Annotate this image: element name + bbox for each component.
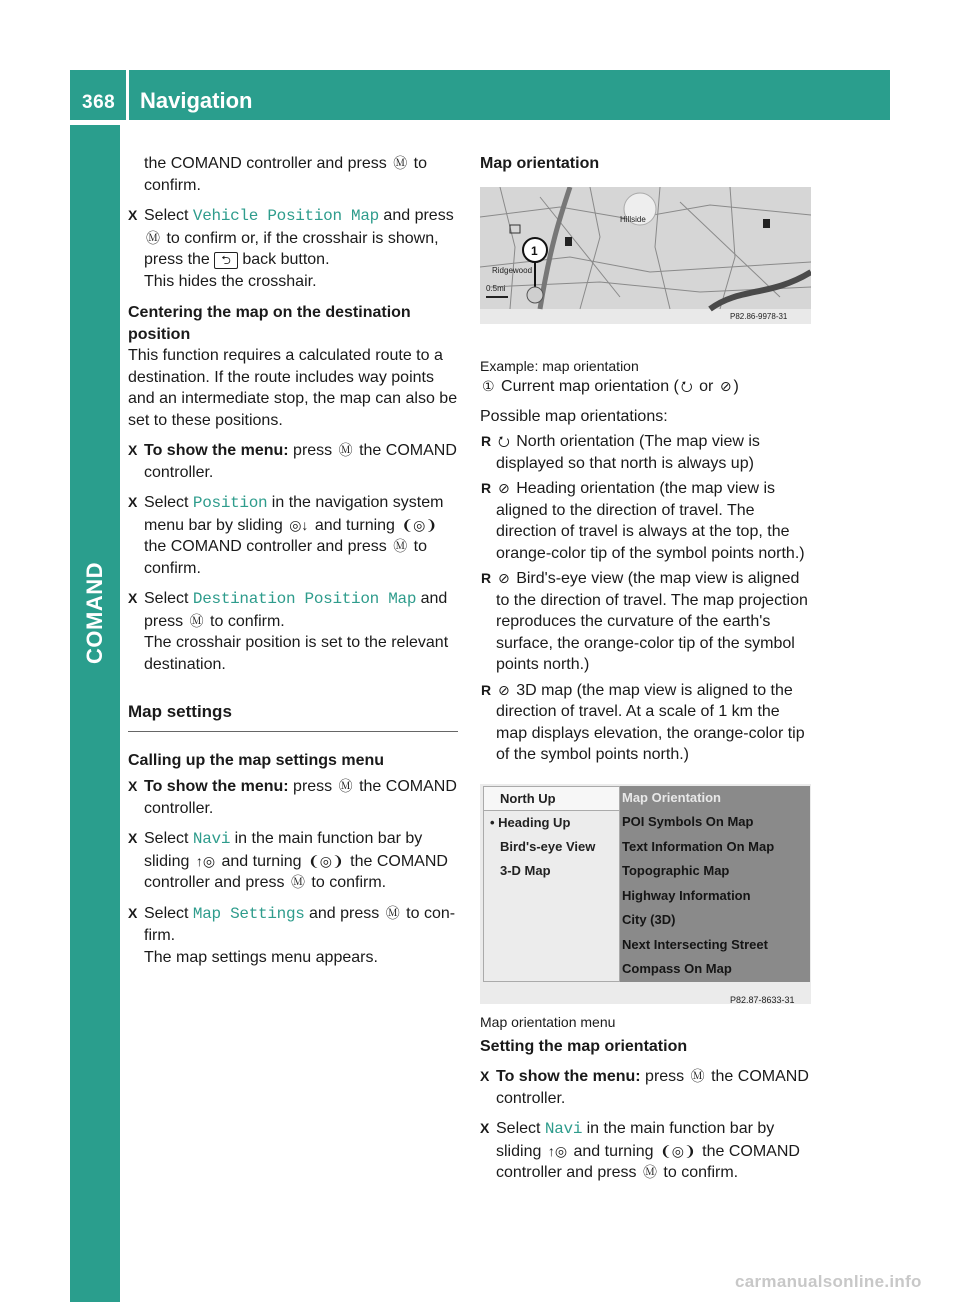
press-icon: Ⓜ bbox=[189, 612, 204, 629]
continued-step: the COMAND controller and press Ⓜ to confirm. bbox=[144, 155, 428, 194]
menu-code: P82.87-8633-31 bbox=[730, 994, 795, 1005]
heading-icon: ⊘ bbox=[498, 570, 510, 586]
menu-right-panel bbox=[620, 786, 810, 982]
step-select-map-settings: X Select Map Settings and press Ⓜ to con- firm. The map settings menu appears. bbox=[128, 904, 456, 966]
side-tab-label-wrap bbox=[69, 562, 121, 664]
menu-left-item[interactable]: • Heading Up bbox=[490, 814, 571, 830]
step-show-menu-3: X To show the menu: press Ⓜ the COMAND controller. bbox=[480, 1068, 809, 1107]
heading-icon: ⊘ bbox=[498, 681, 510, 698]
bullet-birds-eye: R ⊘ Bird's-eye view (the map view is aligned to the direction of travel. The map projection reproduces the curvature of the earth's surface, the orange-color tip of the symbol points north.) bbox=[481, 570, 808, 673]
slide-up-icon: ↑◎ bbox=[195, 852, 216, 869]
turn-icon: ❨◎❩ bbox=[308, 852, 344, 869]
menu-right-item[interactable]: Highway Information bbox=[622, 887, 751, 903]
heading-icon: ⊘ bbox=[719, 378, 732, 394]
map-image bbox=[480, 187, 811, 324]
menu-destination-position-map[interactable]: Destination Position Map bbox=[192, 590, 417, 608]
section-heading-map-settings: Map settings bbox=[128, 701, 458, 732]
step-select-position: X Select Position in the navigation system menu bar by sliding ◎↓ and turning ❨◎❩ the COMAND controller and press Ⓜ to confirm. bbox=[128, 494, 444, 577]
bullet-north: R ⭮ North orientation (The map view is displayed so that north is always up) bbox=[481, 433, 760, 472]
step-select-destination-position-map: X Select Destination Position Map and press Ⓜ to confirm. The crosshair position is set to the relevant destination. bbox=[128, 590, 449, 673]
map-figure bbox=[480, 187, 810, 331]
slide-down-icon: ◎↓ bbox=[289, 516, 309, 533]
menu-right-item[interactable]: Text Information On Map bbox=[622, 838, 775, 854]
turn-icon: ❨◎❩ bbox=[401, 516, 438, 533]
marker-one-icon: ① bbox=[482, 378, 495, 394]
section-heading-map-orientation: Map orientation bbox=[480, 155, 600, 172]
menu-left-item[interactable]: Bird's-eye View bbox=[500, 838, 596, 854]
press-icon: Ⓜ bbox=[393, 538, 408, 554]
footer-watermark: carmanualsonline.info bbox=[735, 1272, 922, 1291]
slide-up-icon: ↑◎ bbox=[547, 1142, 568, 1159]
turn-icon: ❨◎❩ bbox=[660, 1142, 696, 1159]
menu-right-item[interactable]: Map Orientation bbox=[622, 789, 721, 805]
map-code: P82.86-9978-31 bbox=[730, 311, 788, 321]
heading-icon: ⊘ bbox=[498, 480, 510, 496]
step-select-navi-1: X Select Navi in the main function bar by sliding ↑◎ and turning ❨◎❩ the COMAND controller and press Ⓜ to confirm. bbox=[128, 828, 458, 894]
menu-left-panel bbox=[483, 786, 620, 982]
side-tab bbox=[70, 125, 120, 1302]
section-heading-centering: Centering the map on the destination position bbox=[128, 304, 411, 343]
menu-right-item[interactable]: POI Symbols On Map bbox=[622, 814, 754, 829]
map-scale: 0.5mi bbox=[486, 283, 506, 293]
caption-example: Example: map orientation bbox=[480, 358, 639, 374]
menu-right-item[interactable]: Compass On Map bbox=[622, 961, 732, 976]
menu-map-settings[interactable]: Map Settings bbox=[192, 904, 305, 923]
bullet-3d: R ⊘ 3D map (the map view is aligned to the direction of travel. At a scale of 1 km the map displays elevation, the orange-color tip of the symbol points north.) bbox=[481, 681, 805, 763]
page-number: 368 bbox=[82, 92, 116, 113]
menu-figure bbox=[480, 784, 810, 1004]
north-icon: ⭮ bbox=[680, 378, 693, 394]
press-icon: Ⓜ bbox=[338, 778, 353, 794]
right-column bbox=[480, 153, 810, 1184]
press-icon: Ⓜ bbox=[642, 1164, 657, 1180]
step-select-vehicle-position-map: X Select Vehicle Position Map and press Ⓜ to confirm or, if the crosshair is shown, press the ⮌ back button. This hides the crosshair. bbox=[128, 207, 454, 290]
section-heading-setting-orientation: Setting the map orientation bbox=[480, 1037, 688, 1055]
paragraph-centering: This function requires a calculated route to a destination. If the route includes way points and an intermediate stop, the map can also be set to these positions. bbox=[128, 347, 458, 429]
press-icon: Ⓜ bbox=[690, 1068, 705, 1084]
map-label-hillside: Hillside bbox=[620, 214, 646, 224]
press-icon: Ⓜ bbox=[385, 904, 400, 921]
menu-position[interactable]: Position bbox=[192, 494, 268, 512]
map-label-ridgewood: Ridgewood bbox=[492, 265, 533, 275]
page-title: Navigation bbox=[140, 88, 253, 113]
header-separator bbox=[126, 70, 129, 122]
press-icon: Ⓜ bbox=[393, 155, 408, 171]
menu-right-item[interactable]: City (3D) bbox=[622, 912, 676, 927]
menu-navi[interactable]: Navi bbox=[192, 830, 231, 848]
side-tab-label: COMAND bbox=[82, 562, 107, 664]
left-column bbox=[128, 153, 458, 968]
map-marker-one: 1 bbox=[531, 243, 538, 258]
bullet-heading: R ⊘ Heading orientation (the map view is aligned to the direction of travel. The direction of travel is always at the top, the orange-color tip of the symbol points north.) bbox=[481, 480, 805, 562]
step-show-menu-2: X To show the menu: press Ⓜ the COMAND controller. bbox=[128, 778, 457, 817]
subheading-calling-up: Calling up the map settings menu bbox=[128, 751, 385, 769]
menu-vehicle-position-map[interactable]: Vehicle Position Map bbox=[192, 207, 379, 225]
press-icon: Ⓜ bbox=[338, 442, 353, 458]
step-show-menu-1: X To show the menu: press Ⓜ the COMAND controller. bbox=[128, 442, 457, 481]
menu-navi[interactable]: Navi bbox=[544, 1120, 583, 1138]
menu-right-item[interactable]: Next Intersecting Street bbox=[622, 936, 768, 952]
menu-right-item[interactable]: Topographic Map bbox=[622, 863, 730, 878]
caption-menu: Map orientation menu bbox=[480, 1013, 616, 1030]
press-icon: Ⓜ bbox=[146, 229, 160, 246]
press-icon: Ⓜ bbox=[290, 874, 305, 890]
back-icon: ⮌ bbox=[214, 252, 238, 269]
menu-screenshot bbox=[480, 784, 811, 1004]
menu-left-item[interactable]: North Up bbox=[484, 787, 619, 811]
north-icon: ⭮ bbox=[498, 433, 510, 449]
possible-orientations: Possible map orientations: bbox=[480, 407, 668, 425]
caption-item-1: ① Current map orientation ( ⭮ or ⊘ ) bbox=[480, 376, 810, 398]
menu-left-item[interactable]: 3-D Map bbox=[500, 862, 551, 878]
step-select-navi-2: X Select Navi in the main function bar by sliding ↑◎ and turning ❨◎❩ the COMAND controller and press Ⓜ to confirm. bbox=[480, 1118, 810, 1184]
